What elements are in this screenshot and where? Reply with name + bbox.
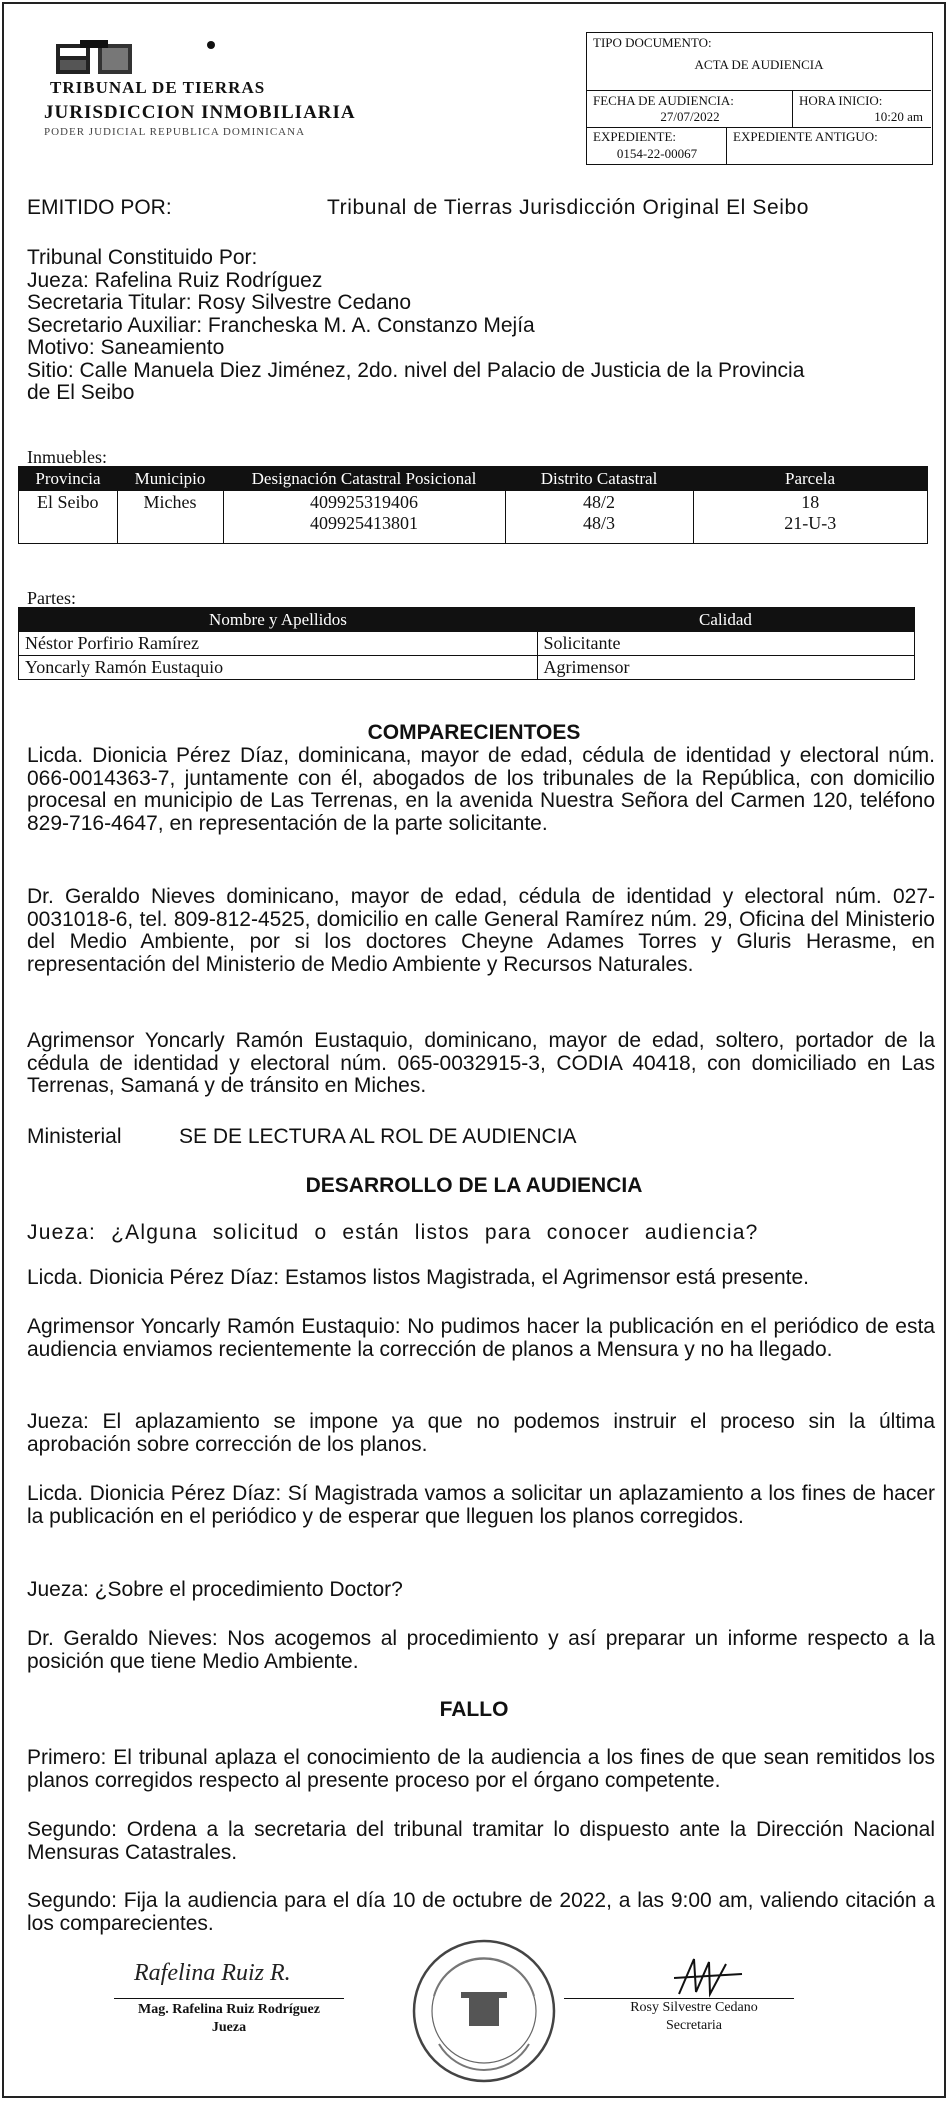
col-parcela: Parcela [693,467,928,492]
cell-calidad: Solicitante [537,632,915,656]
fecha-cell [587,91,793,128]
compareciente-paragraph-2: Dr. Geraldo Nieves dominicano, mayor de edad, cédula de identidad y electoral núm. 027-0031018-6, tel. 809-812-4525, domicilio en calle General Ramírez núm. 29, Oficina del Ministerio del Medio Ambiente, por si los doctores Cheyne Adames Torres y Gluris Herasme, en representación del Ministerio de Medio Ambiente y Recursos Naturales. [27,885,935,976]
cell-nombre: Yoncarly Ramón Eustaquio [19,656,538,680]
partes-title: Partes: [27,588,76,608]
designacion-1: 409925319406 [310,492,418,512]
official-seal [409,1936,559,2086]
cell-calidad: Agrimensor [543,657,630,677]
table-header-row [19,608,915,633]
cell-parcela [693,491,928,543]
col-designacion: Designación Catastral Posicional [223,467,505,492]
desarrollo-paragraph-1: Jueza: ¿Alguna solicitud o están listos para conocer audiencia? [27,1221,759,1244]
secretaria-signature-block [564,1954,804,2084]
jueza-title: Jueza [211,2020,247,2035]
jueza-signature-line [114,1998,344,1999]
parcela-2: 21-U-3 [784,513,837,533]
emitido-label: EMITIDO POR: [27,196,172,219]
ministerial-label: Ministerial [27,1125,122,1148]
star-icon [204,38,218,52]
secretaria-title: Secretaria [666,2018,722,2033]
distrito-2: 48/3 [582,513,615,533]
jueza-line: Jueza: Rafelina Ruiz Rodríguez [27,268,323,292]
tipo-documento-cell [587,33,931,91]
comparecientes-heading: COMPARECIENTOES [367,721,581,744]
table-row [19,632,915,656]
expediente-antiguo-label: EXPEDIENTE ANTIGUO: [733,129,878,144]
tribunal-line: Tribunal Constituido Por: [27,246,258,269]
hora-value: 10:20 am [874,109,923,124]
col-municipio: Municipio [117,467,223,492]
expediente-cell [587,128,727,164]
fecha-value: 27/07/2022 [660,109,720,124]
sitio-line: Sitio: Calle Manuela Diez Jiménez, 2do. nivel del Palacio de Justicia de la Provincia [27,358,805,382]
partes-table [18,607,915,680]
expediente-antiguo-cell [727,128,931,164]
cell-nombre: Néstor Porfirio Ramírez [19,632,538,656]
compareciente-paragraph-3: Agrimensor Yoncarly Ramón Eustaquio, dominicano, mayor de edad, soltero, portador de la cédula de identidad y electoral núm. 065-0032915-3, CODIA 40418, con domiciliado en Las Terrenas, Samaná y de tránsito en Miches. [27,1029,935,1097]
desarrollo-paragraph-5: Licda. Dionicia Pérez Díaz: Sí Magistrada vamos a solicitar un aplazamiento a los fines de hacer la publicación en el periódico y de esperar que lleguen los planos corregidos. [27,1482,935,1528]
col-calidad: Calidad [537,608,915,633]
tipo-value: ACTA DE AUDIENCIA [694,57,824,72]
logo-line-3: PODER JUDICIAL REPUBLICA DOMINICANA [44,126,306,138]
col-nombre: Nombre y Apellidos [19,608,538,633]
designacion-2: 409925413801 [310,513,418,533]
table-row [19,491,928,543]
cell-municipio: Miches [117,491,223,543]
desarrollo-heading: DESARROLLO DE LA AUDIENCIA [305,1174,643,1197]
ministerial-text: SE DE LECTURA AL ROL DE AUDIENCIA [179,1125,577,1148]
inmuebles-table [18,466,928,544]
secretaria-signature-icon [674,1954,744,2000]
jueza-signature: Rafelina Ruiz R. [134,1960,291,1986]
expediente-value: 0154-22-00067 [616,146,698,161]
inmuebles-title: Inmuebles: [27,447,107,467]
tribunal-logo [44,34,364,144]
secretario-aux-line: Secretario Auxiliar: Francheska M. A. Constanzo Mejía [27,313,535,337]
parcela-1: 18 [801,492,820,512]
emitido-value: Tribunal de Tierras Jurisdicción Original El Seibo [327,196,810,219]
tribunal-constituido [27,247,937,405]
sitio-line-2: de El Seibo [27,381,135,404]
table-row [19,656,915,680]
document-info-box [586,32,933,165]
secretaria-name: Rosy Silvestre Cedano [630,2000,758,2015]
fallo-paragraph-2: Segundo: Ordena a la secretaria del tribunal tramitar lo dispuesto ante la Dirección Nacional Mensuras Catastrales. [27,1818,935,1864]
desarrollo-paragraph-3: Agrimensor Yoncarly Ramón Eustaquio: No pudimos hacer la publicación en el periódico de esta audiencia enviamos recientemente la corrección de planos a Mensura y no ha llegado. [27,1315,935,1361]
secretaria-signature-line [564,1998,794,1999]
document-page [2,2,946,2098]
fallo-paragraph-1: Primero: El tribunal aplaza el conocimiento de la audiencia a los fines de que sean remitidos los planos corregidos respecto al presente proceso por el órgano competente. [27,1746,935,1792]
distrito-1: 48/2 [582,492,615,512]
motivo-line: Motivo: Saneamiento [27,336,225,359]
logo-line-1: TRIBUNAL DE TIERRAS [50,78,266,97]
desarrollo-paragraph-7: Dr. Geraldo Nieves: Nos acogemos al procedimiento y así preparar un informe respecto a la posición que tiene Medio Ambiente. [27,1627,935,1673]
hora-cell [793,91,931,128]
logo-line-2: JURISDICCION INMOBILIARIA [44,102,356,123]
hora-label: HORA INICIO: [799,93,883,108]
secretaria-line: Secretaria Titular: Rosy Silvestre Cedano [27,291,411,314]
jueza-signature-block [114,1954,354,2084]
table-header-row [19,467,928,492]
cell-distrito [505,491,693,543]
fallo-heading: FALLO [439,1698,509,1721]
jueza-name: Mag. Rafelina Ruiz Rodríguez [138,2002,320,2017]
fallo-paragraph-3: Segundo: Fija la audiencia para el día 10 de octubre de 2022, a las 9:00 am, valiendo citación a los comparecientes. [27,1889,935,1935]
cell-designacion [223,491,505,543]
tipo-label: TIPO DOCUMENTO: [593,35,712,50]
expediente-label: EXPEDIENTE: [593,129,677,144]
desarrollo-paragraph-2: Licda. Dionicia Pérez Díaz: Estamos listos Magistrada, el Agrimensor está presente. [27,1266,810,1289]
desarrollo-paragraph-6: Jueza: ¿Sobre el procedimiento Doctor? [27,1578,403,1601]
fecha-label: FECHA DE AUDIENCIA: [593,93,734,108]
cell-provincia: El Seibo [19,491,118,543]
col-provincia: Provincia [19,467,118,492]
desarrollo-paragraph-4: Jueza: El aplazamiento se impone ya que no podemos instruir el proceso sin la última aprobación sobre corrección de los planos. [27,1410,935,1456]
col-distrito: Distrito Catastral [505,467,693,492]
compareciente-paragraph-1: Licda. Dionicia Pérez Díaz, dominicana, mayor de edad, cédula de identidad y electoral núm. 066-0014363-7, juntamente con él, abogados de los tribunales de la República, con domicilio procesal en municipio de Las Terrenas, en la avenida Nuestra Señora del Carmen 120, teléfono 829-716-4647, en representación de la parte solicitante. [27,744,935,835]
coat-of-arms-icon [50,40,138,80]
